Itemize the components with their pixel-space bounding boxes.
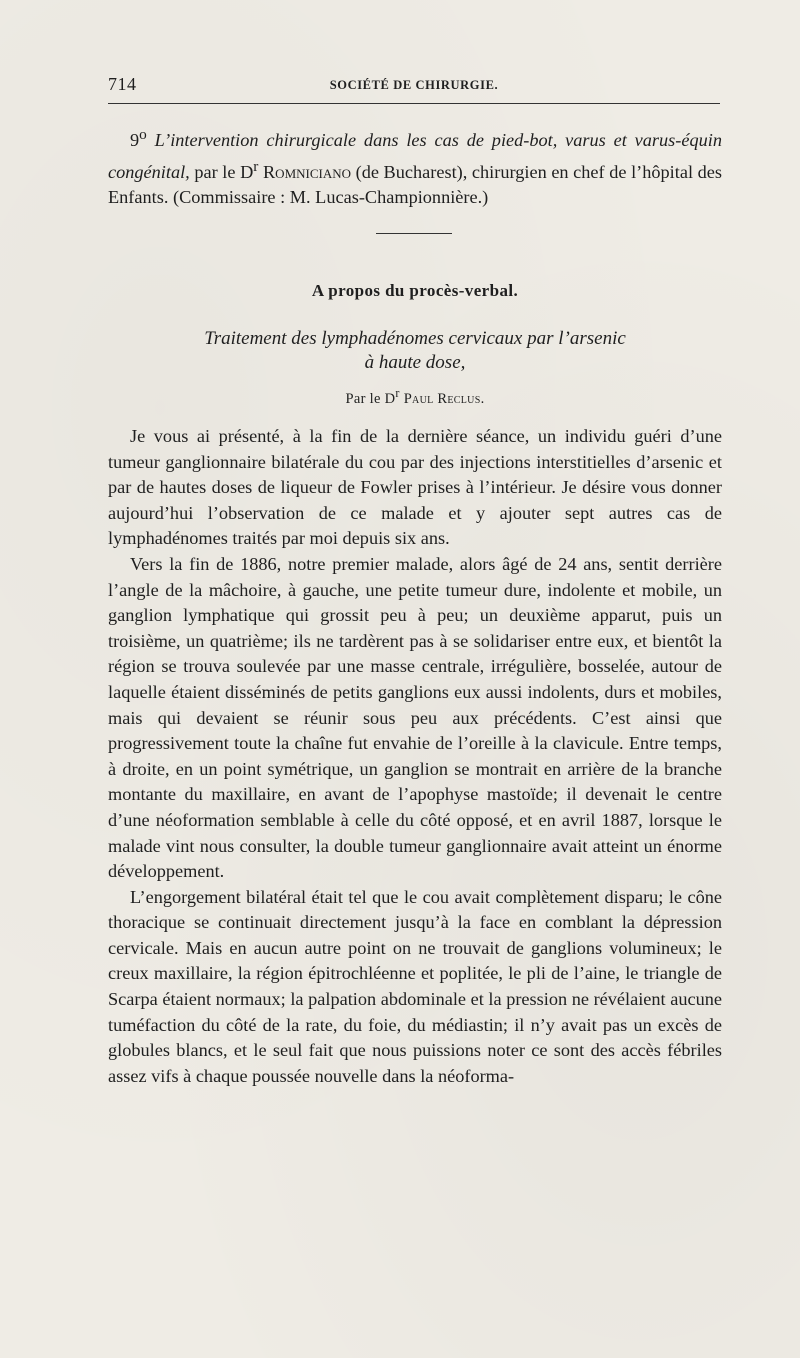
section-divider [376, 233, 452, 234]
item-author: Romniciano [262, 161, 352, 182]
item-by: par le D [189, 161, 254, 182]
running-head: SOCIÉTÉ DE CHIRURGIE. [329, 78, 499, 92]
item-rest: (de Bucharest), chirurgien en chef de l’hôpital des Enfants. (Commissaire : M. Lucas-Championnière.) [108, 161, 722, 208]
article-title [108, 327, 722, 375]
body-paragraph-2: Vers la fin de 1886, notre premier malade, alors âgé de 24 ans, sentit derrière l’angle de la mâchoire, à gauche, une petite tumeur dure, indolente et mobile, un ganglion lymphatique qui grossit peu à peu; un deuxième apparut, puis un troisième, un quatrième; ils ne tardèrent pas à se solidariser entre eux, et bientôt la région se trouva soulevée par une masse centrale, irrégulière, bosselée, autour de laquelle étaient disséminés de petits ganglions eux aussi indolents, durs et mobiles, mais qui devaient se réunir sous peu aux précédents. C’est ainsi que progressivement toute la chaîne fut envahie de l’oreille à la clavicule. Entre temps, à droite, en un point symétrique, un ganglion se montrait en arrière de la branche montante du maxillaire, en avant de l’apophyse mastoïde; il devenait le centre d’une néoformation semblable à celle du côté opposé, et en avril 1887, lorsque le malade vint nous consulter, la double tumeur ganglionnaire avait atteint un énorme développement. [108, 553, 722, 882]
agenda-item-9-paragraph [108, 122, 722, 211]
body-paragraph-1: Je vous ai présenté, à la fin de la dernière séance, un individu guéri d’une tumeur ganglionnaire bilatérale du cou par des injections interstitielles d’arsenic et par de hautes doses de liqueur de Fowler prises à l’intérieur. Je désire vous donner aujourd’hui l’observation de ce malade et y ajouter sept autres cas de lymphadénomes traités par moi depuis six ans. [108, 426, 722, 549]
author-prefix: Par le D [345, 390, 396, 407]
article-author [108, 386, 722, 408]
item-number-degree: o [139, 126, 147, 143]
page-header [108, 74, 720, 96]
header-rule [108, 103, 720, 104]
article-title-line-1: Traitement des lymphadénomes cervicaux par l’arsenic [204, 328, 626, 349]
page-number: 714 [108, 74, 137, 94]
author-sup: r [395, 386, 400, 400]
body-paragraph-3: L’engorgement bilatéral était tel que le cou avait complètement disparu; le cône thoracique se continuait directement jusqu’à la face en comblant la dépression cervicale. Mais en aucun autre point on ne trouvait de ganglions volumineux; le creux maxillaire, la région épitrochléenne et poplitée, le pli de l’aine, le triangle de Scarpa étaient normaux; la palpation abdominale et la pression ne révélaient aucune tuméfaction du côté de la rate, du foie, du médiastin; il n’y avait pas un excès de globules blancs, et le seul fait que nous puissions noter ce sont des accès fébriles assez vifs à chaque poussée nouvelle dans la néoforma- [108, 886, 722, 1086]
section-title: A propos du procès-verbal. [311, 281, 519, 300]
item-dr-sup: r [253, 157, 259, 175]
agenda-item-9 [108, 122, 722, 211]
article-title-line-2: à haute dose, [364, 352, 466, 373]
item-number: 9 [130, 130, 140, 151]
author-name: Paul Reclus. [403, 390, 485, 407]
article-body [108, 424, 722, 1089]
item-title: L’intervention chirurgicale dans les cas de pied-bot, varus et varus-équin congénital, [108, 130, 722, 182]
